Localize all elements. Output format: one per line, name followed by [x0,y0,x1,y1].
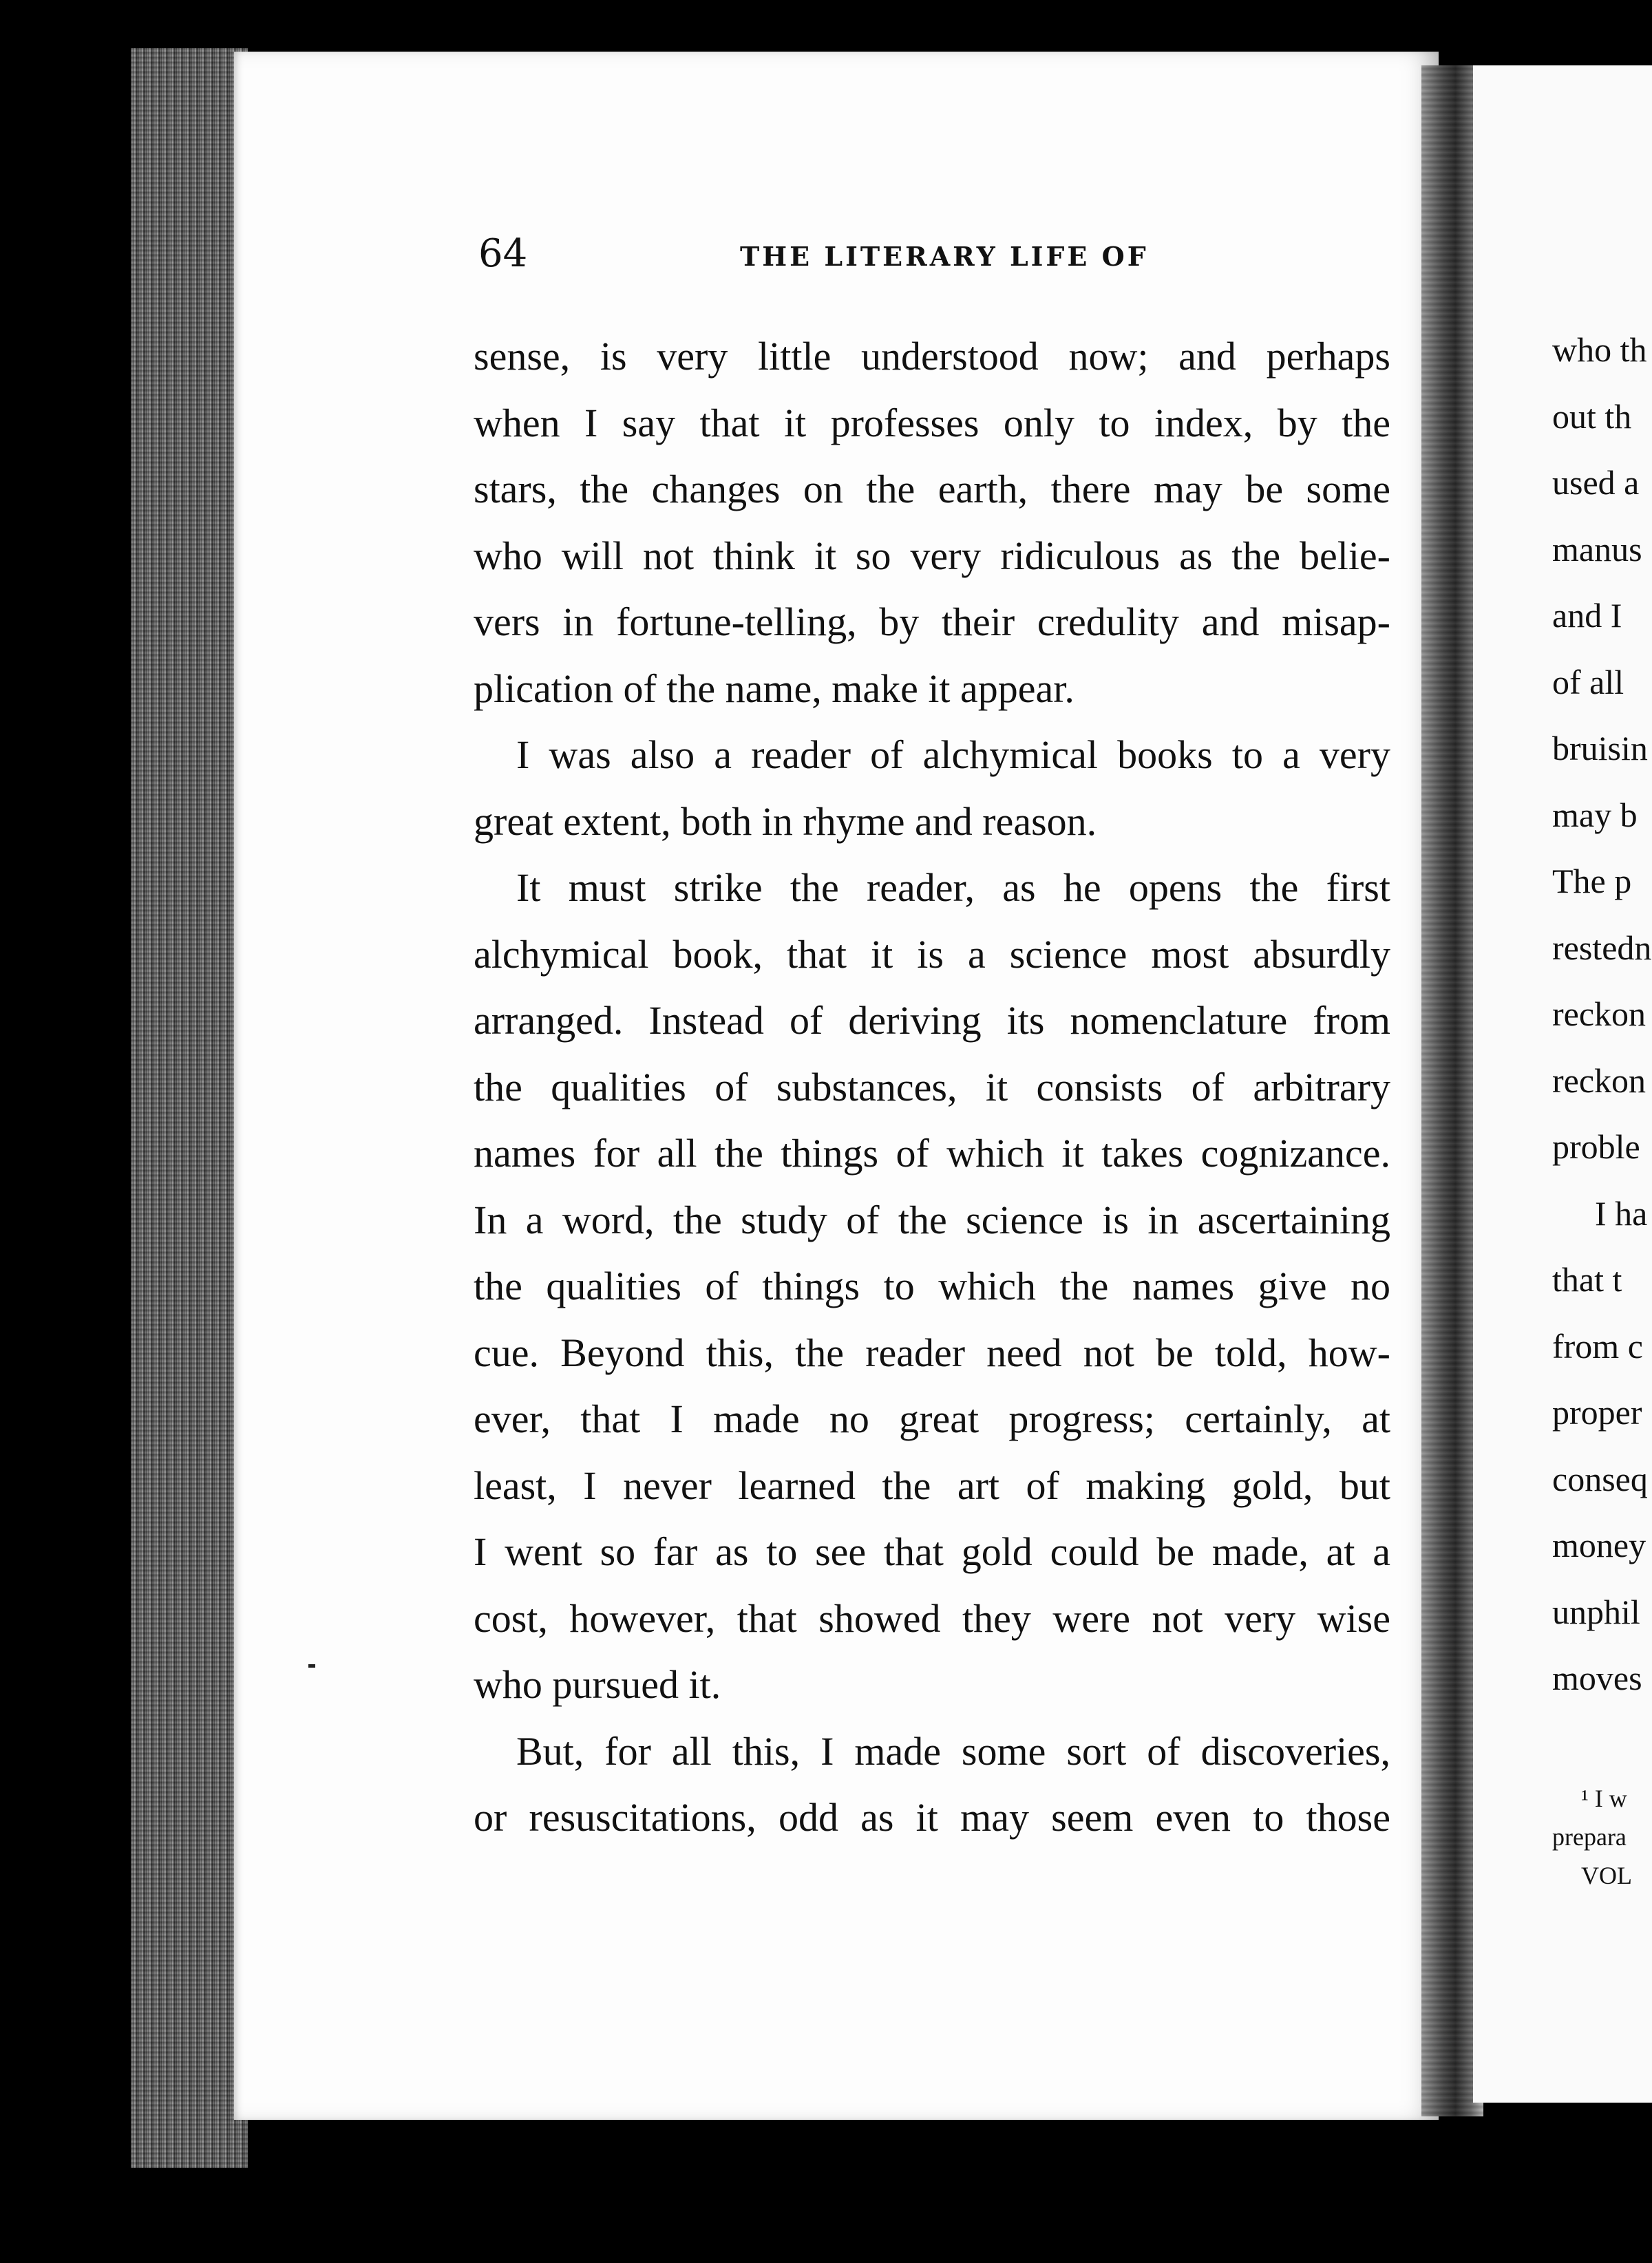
text-line: cost, however, that showed they were not very wise [474,1595,1390,1641]
right-text-line: manus [1552,529,1642,569]
text-line: sense, is very little understood now; and perhaps [474,334,1390,379]
right-text-line: reckon [1552,1061,1646,1100]
right-page-text [1552,317,1651,1712]
right-text-line: proble [1552,1127,1640,1166]
text-line: names for all the things of which it takes cognizance. [474,1131,1390,1176]
right-text-line: conseq [1552,1459,1648,1498]
ink-speck [308,1664,315,1668]
text-line: It must strike the reader, as he opens the first [516,865,1390,910]
right-text-line: from c [1552,1326,1643,1366]
running-title: THE LITERARY LIFE OF [740,241,1149,272]
text-line: when I say that it professes only to index, by the [474,400,1390,445]
text-line: stars, the changes on the earth, there may be some [474,467,1390,511]
text-line: who pursued it. [474,1662,721,1707]
right-text-line: restedn [1552,928,1652,967]
text-line: plication of the name, make it appear. [474,666,1074,711]
right-text-line: may b [1552,795,1638,834]
text-line: the qualities of things to which the names give no [474,1264,1390,1308]
footnote-line: prepara [1552,1823,1627,1851]
right-text-line: proper [1552,1393,1642,1432]
right-text-line: and I [1552,596,1622,635]
right-text-line: The p [1552,862,1632,900]
right-text-line: bruisin [1552,729,1648,767]
text-line: I was also a reader of alchymical books to a very [516,732,1390,777]
text-line: I went so far as to see that gold could be made, at a [474,1529,1390,1574]
text-line: the qualities of substances, it consists of arbitrary [474,1064,1390,1109]
book-page-edge [131,48,248,2168]
text-line: alchymical book, that it is a science most absurdly [474,931,1390,977]
right-page-footnote [1552,1779,1632,1895]
right-text-line: moves [1552,1659,1642,1697]
body-text [474,323,1390,1851]
text-line: cue. Beyond this, the reader need not be told, how- [474,1330,1390,1375]
signature-mark: VOL [1581,1862,1632,1889]
text-line: great extent, both in rhyme and reason. [474,798,1097,844]
right-text-line: who th [1552,330,1647,369]
text-line: arranged. Instead of deriving its nomenclature from [474,998,1390,1043]
footnote-line: ¹ I w [1581,1785,1627,1812]
page-number: 64 [478,231,528,276]
text-line: But, for all this, I made some sort of discoveries, [516,1728,1390,1774]
text-line: In a word, the study of the science is in ascertaining [474,1197,1390,1242]
text-line: least, I never learned the art of making gold, but [474,1463,1390,1508]
right-text-line: money [1552,1526,1646,1564]
text-line: vers in fortune-telling, by their credulity and misap- [474,599,1390,644]
right-text-line: used a [1552,463,1640,502]
right-text-line: unphil [1552,1592,1640,1631]
text-line: ever, that I made no great progress; certainly, at [474,1396,1390,1441]
text-line: or resuscitations, odd as it may seem even to those [474,1795,1390,1840]
right-text-line: reckon [1552,995,1646,1033]
right-text-line: that t [1552,1260,1622,1299]
right-text-line: I ha [1595,1193,1648,1233]
right-text-line: of all [1552,662,1624,701]
text-line: who will not think it so very ridiculous as the belie- [474,533,1390,578]
right-text-line: out th [1552,396,1632,436]
